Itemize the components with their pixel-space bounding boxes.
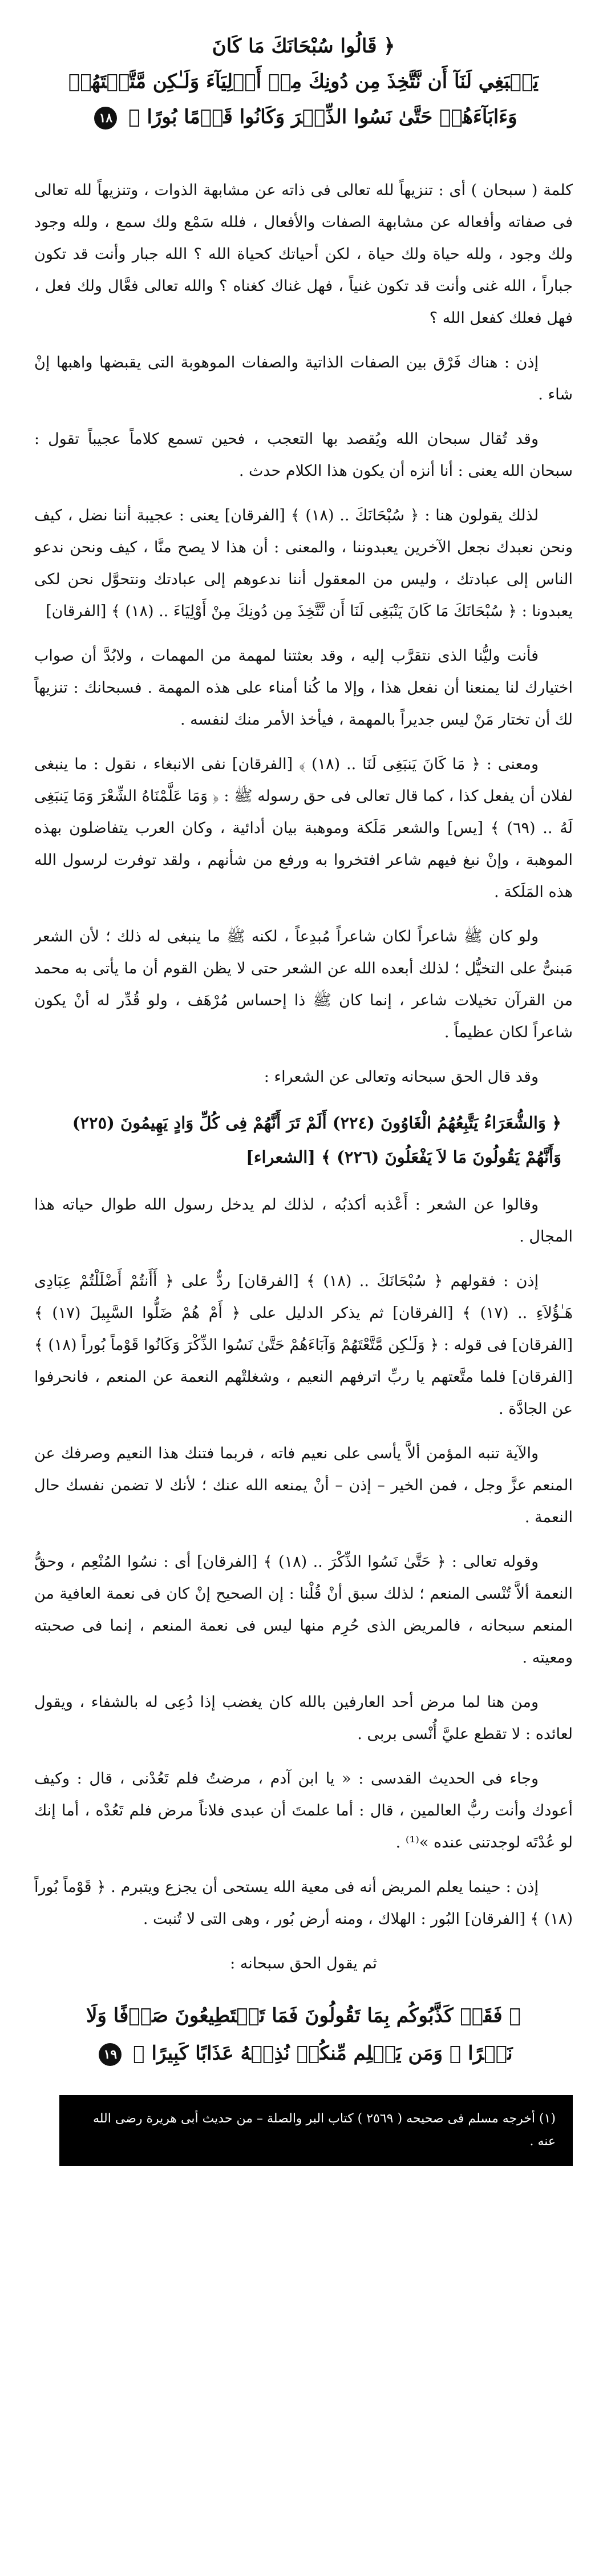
footer-verse [68, 1997, 539, 2072]
paragraph: ولو كان ﷺ شاعراً لكان شاعراً مُبدِعاً ، لكنه ﷺ ما ينبغى له ذلك ؛ لأن الشعر مَبنىٌّ على التخيُّل ؛ لذلك أبعده الله عن الشعر حتى لا يظن القوم أن ما يأتى به محمد من القرآن تخيلات شاعر ، إنما كان ﷺ ذا إحساس مُرْهَف ، ولو قُدِّر له أنْ يكون شاعراً لكان عظيماً . [34, 928, 573, 1041]
paragraph: كلمة ( سبحان ) أى : تنزيهاً لله تعالى فى ذاته عن مشابهة الذوات ، وتنزيهاً لله تعالى فى صفاته وأفعاله عن مشابهة الصفات والأفعال ، فلله سَمْع ولك سمع ، ولله وجود ولك وجود ، ولله حياة ولك حياة ، لكن أحياتك كحياة الله ؟ الله جبار وأنت قد تكون جباراً ، الله غنى وأنت قد تكون غنياً ، فهل غناك كغناه ؟ والله تعالى فعَّال ولك فعل ، فهل فعلك كفعل الله ؟ [34, 181, 573, 327]
paragraph: إذن : حينما يعلم المريض أنه فى معية الله يستحى أن يجزع ويتبرم . ﴿ قَوْماً بُوراً (١٨) ﴾ [الفرقان] البُور : الهلاك ، ومنه أرض بُور ، وهى التى لا تُنبت . [34, 1878, 573, 1928]
header-verse-line: ﴿ قَالُوا سُبْحَانَكَ مَا كَانَ [212, 35, 395, 58]
header-verse-text: وَءَابَآءَهُمۡ حَتَّىٰ نَسُوا الذِّكۡرَ وَكَانُوا قَوۡمًا بُورًا ﴾ [128, 106, 517, 128]
footer-verse-line [68, 2035, 539, 2072]
commentary [34, 175, 573, 1980]
paragraph: وقالوا عن الشعر : أَعْذبه أكذبُه ، لذلك لم يدخل رسول الله طوال حياته هذا المجال . [34, 1196, 573, 1245]
paragraph: إذن : هناك فَرْق بين الصفات الذاتية والصفات الموهوبة التى يقبضها واهبها إنْ شاء . [34, 354, 573, 403]
poets-intro: وقد قال الحق سبحانه وتعالى عن الشعراء : [264, 1068, 539, 1086]
header-verse-line [63, 99, 544, 135]
paragraph: لذلك يقولون هنا : ﴿ سُبْحَانَكَ .. (١٨) ﴾ [الفرقان] يعنى : عجيبة أننا نضل ، كيف ونحن نعبدك نجعل الآخرين يعبدوننا ، والمعنى : أن هذا لا يصح منَّا ، كيف ونحن ندعو الناس إلى عبادتك ، وليس من المعقول أننا ندعوهم إلى عبادتك ونتحوَّل نحن لكى يعبدونا : ﴿ سُبْحَانَكَ مَا كَانَ يَنْبَغِى لَنَا أَن نَّتَّخِذَ مِن دُونِكَ مِنْ أَوْلِيَاءَ .. (١٨) ﴾ [الفرقان] [34, 507, 573, 620]
footer-verse-line: ﴿ فَقَدۡ كَذَّبُوكُم بِمَا تَقُولُونَ فَمَا تَسۡتَطِيعُونَ صَرۡفًا وَلَا [86, 2004, 521, 2027]
header-verse-line: يَنۢبَغِي لَنَآ أَن نَّتَّخِذَ مِن دُونِكَ مِنۡ أَوۡلِيَآءَ وَلَـٰكِن مَّتَّعۡتَهُمۡ [68, 70, 539, 93]
paragraph: ومعنى : ﴿ مَا كَانَ يَنبَغِى لَنَا .. (١٨) ﴾ [الفرقان] نفى الانبغاء ، نقول : ما ينبغى لفلان أن يفعل كذا ، كما قال تعالى فى حق رسوله ﷺ : ﴿ وَمَا عَلَّمْنَاهُ الشِّعْرَ وَمَا يَنبَغِى لَهُ .. (٦٩) ﴾ [يس] والشعر مَلَكة وموهبة بيان أدائية ، وكان العرب يتفاضلون بهذه الموهبة ، وإنْ نبغ فيهم شاعر افتخروا به ورفع من شأنهم ، ولقد توفرت لرسول الله هذه المَلَكة . [34, 755, 573, 901]
footer-verse-text: نَصۡرًا ۚ وَمَن يَظۡلِم مِّنكُمۡ نُذِقۡهُ عَذَابًا كَبِيرًا ﴾ [133, 2042, 513, 2065]
ayah-number-badge: ١٨ [94, 107, 117, 130]
paragraph: وجاء فى الحديث القدسى : « يا ابن آدم ، مرضتُ فلم تَعُدْنى ، قال : وكيف أعودك وأنت ربُّ العالمين ، قال : أما علمتَ أن عبدى فلاناً مرض فلم تَعُدْه ، أما إنك لو عُدْتَه لوجدتنى عنده »⁽¹⁾ . [34, 1770, 573, 1851]
paragraph: إذن : فقولهم ﴿ سُبْحَانَكَ .. (١٨) ﴾ [الفرقان] ردٌّ على ﴿ أَأَنتُمْ أَضْلَلْتُمْ عِبَادِى هَـٰؤُلاَءِ .. (١٧) ﴾ [الفرقان] ثم يذكر الدليل على ﴿ أَمْ هُمْ ضَلُّوا السَّبِيلَ (١٧) ﴾ [الفرقان] فى قوله : ﴿ وَلَـٰكِن مَّتَّعْتَهُمْ وَآبَاءَهُمْ حَتَّىٰ نَسُوا الذِّكْرَ وَكَانُوا قَوْماً بُوراً (١٨) ﴾ [الفرقان] فلما متَّعتهم يا ربِّ اترفهم النعيم ، وشغلتْهم النعمة عن المنعم ، فانحرفوا عن الجادَّة . [34, 1272, 573, 1418]
poets-verse-line: ﴿ وَالشُّعَرَاءُ يَتَّبِعُهُمُ الْغَاوُونَ (٢٢٤) أَلَمْ تَرَ أَنَّهُمْ فِى كُلِّ وَادٍ يَهِيمُونَ (٢٢٥) [72, 1113, 561, 1133]
ayah-number-badge: ١٩ [99, 2043, 122, 2066]
poets-verse [46, 1106, 561, 1174]
header-verse [63, 29, 544, 135]
paragraph: ومن هنا لما مرض أحد العارفين بالله كان يغضب إذا دُعِى له بالشفاء ، ويقول لعائده : لا تقطع عليَّ أُنْسى بربى . [34, 1693, 573, 1743]
paragraph: فأنت وليُّنا الذى نتقرَّب إليه ، وقد بعثتنا لمهمة من المهمات ، ولابُدَّ أن صواب اختيارك لنا يمنعنا أن نفعل هذا ، وإلا ما كُنا أمناء على هذه المهمة . فسبحانك : تنزيهاً لك أن تختار مَنْ ليس جديراً بالمهمة ، فيأخذ الأمر منك لنفسه . [34, 647, 573, 729]
paragraph: والآية تنبه المؤمن ألاَّ يأسى على نعيم فاته ، فربما فتنك هذا النعيم وصرفك عن المنعم عزَّ وجل ، فمن الخير – إذن – أنْ يمنعه الله عنك ؛ لأنك لا تضمن نفسك حال النعمة . [34, 1445, 573, 1526]
poets-verse-line: وَأَنَّهُمْ يَقُولُونَ مَا لاَ يَفْعَلُونَ (٢٢٦) ﴾ [الشعراء] [246, 1147, 561, 1167]
paragraph: وقد تُقال سبحان الله ويُقصد بها التعجب ، فحين تسمع كلاماً عجيباً تقول : سبحان الله يعنى : أنا أنزه أن يكون هذا الكلام حدث . [34, 430, 573, 480]
closing-intro: ثم يقول الحق سبحانه : [230, 1955, 377, 1972]
footnote: (١) أخرجه مسلم فى صحيحه ( ٢٥٦٩ ) كتاب البر والصلة – من حديث أبى هريرة رضى الله عنه . [59, 2095, 573, 2166]
paragraph: وقوله تعالى : ﴿ حَتَّىٰ نَسُوا الذِّكْرَ .. (١٨) ﴾ [الفرقان] أى : نسُوا المُنْعِم ، وحقُّ النعمة ألاَّ تُنْسى المنعم ؛ لذلك سبق أنْ قُلْنا : إن الصحيح إنْ كان فى نعمة العافية من المنعم سبحانه ، فالمريض الذى حُرِم منها ليس فى نعمة المنعم ، إنما فى صحبته ومعيته . [34, 1553, 573, 1667]
